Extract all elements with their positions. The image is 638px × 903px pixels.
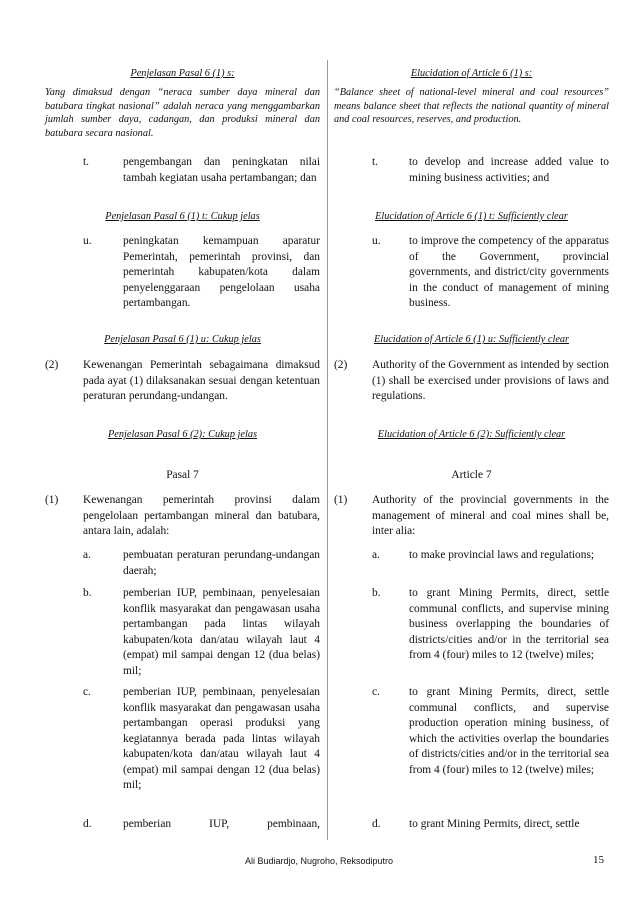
item-d-text: to grant Mining Permits, direct, settle: [409, 818, 580, 830]
paragraph-2-text: Authority of the Government as intended by section (1) shall be exercised under provisions of laws and regulations.: [372, 359, 609, 402]
item-u-text: to improve the competency of the apparatus of the Government, provincial governments, and district/city governments in the conduct of management of mining business.: [409, 235, 609, 309]
elucidation-t: Elucidation of Article 6 (1) t: Sufficiently clear: [375, 211, 568, 222]
item-c-text: pemberian IUP, pembinaan, penyelesaian konflik masyarakat dan pengawasan usaha pertambangan operasi produksi yang kegiatannya berada pada lintas wilayah kabupaten/kota dan/atau wilayah laut 4 (empat) mil sampai dengan 12 (dua belas) mil;: [123, 686, 320, 791]
item-d-number: d.: [372, 818, 381, 830]
article-heading: Pasal 7: [166, 469, 199, 481]
item-d-text: pemberian IUP, pembinaan,: [123, 818, 320, 830]
paragraph-2-text: Kewenangan Pemerintah sebagaimana dimaksud pada ayat (1) dilaksanakan sesuai dengan ketentuan peraturan perundang-undangan.: [83, 359, 320, 402]
item-t-number: t.: [83, 156, 90, 168]
item-b-number: b.: [372, 587, 381, 599]
item-t-number: t.: [372, 156, 379, 168]
english-column: [334, 0, 609, 903]
item-a-number: a.: [372, 549, 380, 561]
item-a-number: a.: [83, 549, 91, 561]
elucidation-text: Yang dimaksud dengan “neraca sumber daya mineral dan batubara tingkat nasional” adalah neraca yang menggambarkan jumlah sumber daya, cadangan, dan produksi mineral dan batubara secara nasional.: [45, 87, 320, 139]
elucidation-p2: Penjelasan Pasal 6 (2): Cukup jelas: [108, 429, 257, 440]
paragraph-1-text: Kewenangan pemerintah provinsi dalam pengelolaan pertambangan mineral dan batubara, antara lain, adalah:: [83, 494, 320, 537]
elucidation-u: Penjelasan Pasal 6 (1) u: Cukup jelas: [104, 334, 261, 345]
paragraph-2-number: (2): [45, 359, 59, 371]
elucidation-t: Penjelasan Pasal 6 (1) t: Cukup jelas: [105, 211, 260, 222]
item-c-number: c.: [372, 686, 380, 698]
item-d-number: d.: [83, 818, 92, 830]
item-b-text: to grant Mining Permits, direct, settle communal conflicts, and supervise mining business overlapping the boundaries of districts/cities and/or in the territorial sea from 4 (four) miles to 12 (twelve) miles;: [409, 587, 609, 661]
elucidation-u: Elucidation of Article 6 (1) u: Sufficiently clear: [373, 334, 570, 345]
item-t-text: pengembangan dan peningkatan nilai tambah kegiatan usaha pertambangan; dan: [123, 156, 320, 184]
item-c-text: to grant Mining Permits, direct, settle communal conflicts, and supervise production operation mining business, of which the activities overlap the boundaries of districts/cities and/or in the territorial sea from 4 (four) miles to 12 (twelve) miles;: [409, 686, 609, 776]
item-u-text: peningkatan kemampuan aparatur Pemerintah, pemerintah provinsi, dan pemerintah kabupaten/kota dalam penyelenggaraan pengelolaan usaha pertambangan.: [123, 235, 320, 309]
elucidation-p2: Elucidation of Article 6 (2): Sufficiently clear: [377, 429, 566, 440]
item-c-number: c.: [83, 686, 91, 698]
paragraph-1-number: (1): [334, 494, 348, 506]
item-u-number: u.: [372, 235, 381, 247]
elucidation-text: “Balance sheet of national-level mineral and coal resources” means balance sheet that reflects the national quantity of mineral and coal resources, reserves, and production.: [334, 87, 609, 126]
item-b-number: b.: [83, 587, 92, 599]
footer-authors: Ali Budiardjo, Nugroho, Reksodiputro: [244, 856, 394, 866]
elucidation-heading: Penjelasan Pasal 6 (1) s:: [130, 68, 235, 79]
item-a-text: to make provincial laws and regulations;: [409, 549, 595, 561]
article-heading: Article 7: [451, 469, 492, 481]
item-u-number: u.: [83, 235, 92, 247]
column-divider: [327, 60, 328, 840]
item-t-text: to develop and increase added value to mining business activities; and: [409, 156, 609, 184]
paragraph-1-text: Authority of the provincial governments in the management of mineral and coal mines shall be, inter alia:: [372, 494, 609, 537]
page-number: 15: [593, 854, 604, 866]
paragraph-1-number: (1): [45, 494, 59, 506]
item-b-text: pemberian IUP, pembinaan, penyelesaian konflik masyarakat dan pengawasan usaha pertambangan pada lintas wilayah kabupaten/kota dan/atau wilayah laut 4 (empat) mil sampai dengan 12 (dua belas) mil;: [123, 587, 320, 677]
item-a-text: pembuatan peraturan perundang-undangan daerah;: [123, 549, 320, 577]
paragraph-2-number: (2): [334, 359, 348, 371]
elucidation-heading: Elucidation of Article 6 (1) s:: [410, 68, 533, 79]
indonesian-column: [45, 0, 320, 903]
